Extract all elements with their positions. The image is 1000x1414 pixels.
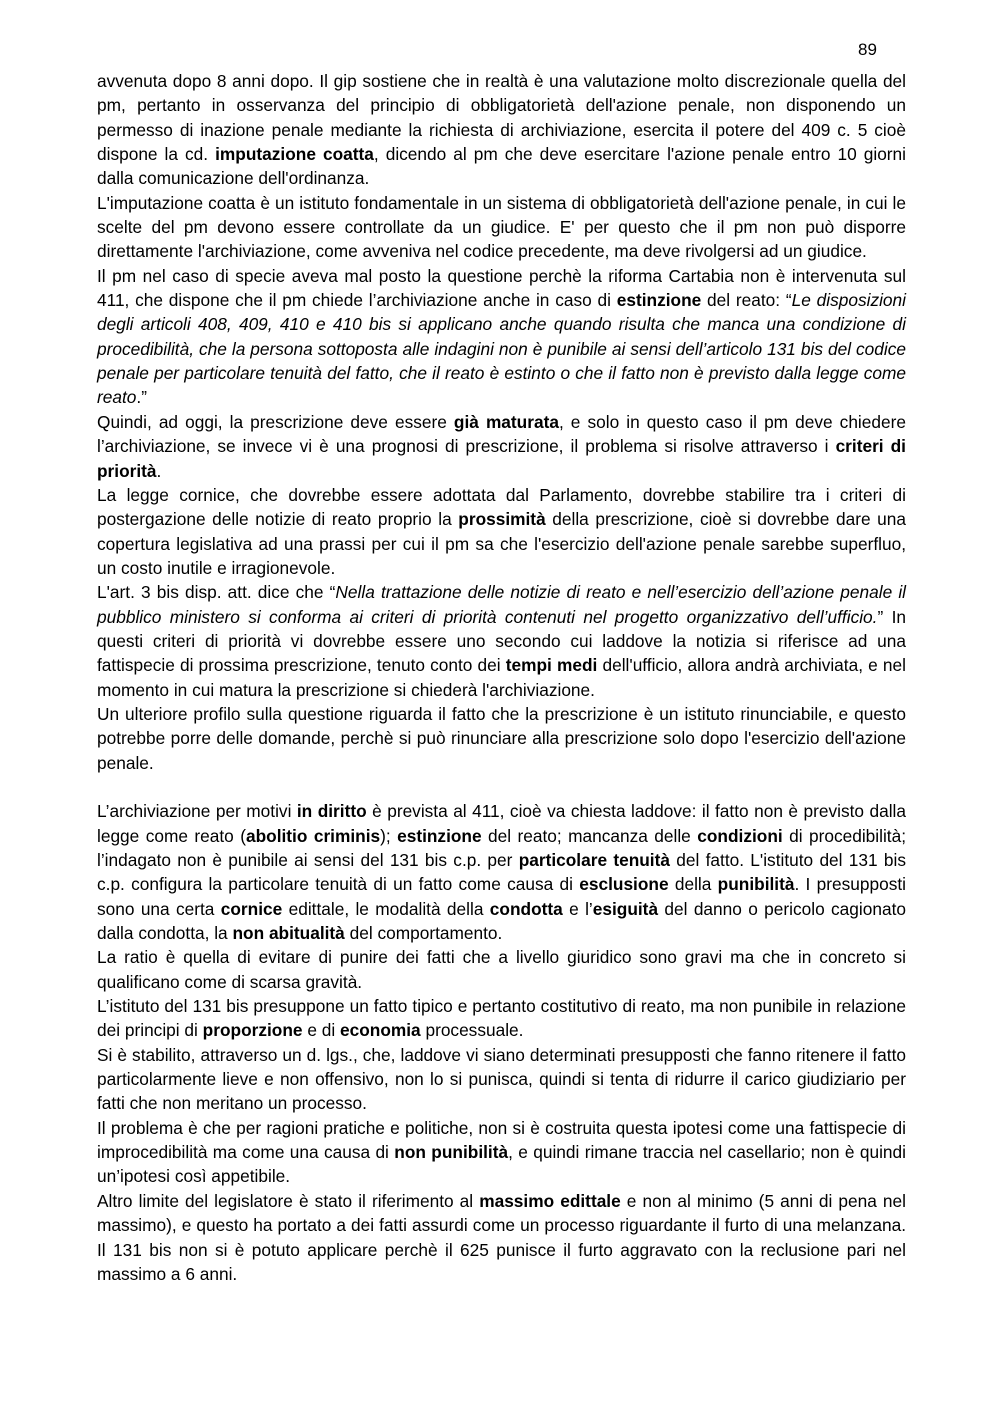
bold-term: tempi medi bbox=[505, 655, 598, 676]
bold-term: prossimità bbox=[458, 509, 546, 530]
text-run: , e quindi rimane traccia nel casellario; non è quindi un’ipotesi così appetibile. bbox=[97, 1142, 906, 1187]
text-run: del fatto. L'istituto del 131 bis c.p. configura la particolare tenuità di un fatto come causa di bbox=[97, 850, 906, 895]
bold-term: punibilità bbox=[717, 874, 795, 895]
quoted-citation: Le disposizioni degli articoli 408, 409, 410 e 410 bis si applicano anche quando risulta che manca una condizione di procedibilità, che la persona sottoposta alle indagini non è punibile ai sensi dell’articolo 131 bis del codice penale per particolare tenuità del fatto, che il reato è estinto o che il fatto non è previsto dalla legge come reato bbox=[97, 290, 906, 408]
bold-term: condizioni bbox=[697, 825, 783, 846]
text-run: del reato: “ bbox=[701, 290, 792, 311]
bold-term: esiguità bbox=[592, 898, 659, 919]
text-run: Si è stabilito, attraverso un d. lgs., che, laddove vi siano determinati presupposti che fanno ritenere il fatto particolarmente lieve e non offensivo, non lo si punisca, quindi si tenta di ridurre il carico giudiziario per fatti che non meritano un processo. bbox=[97, 1044, 906, 1114]
paragraph bbox=[97, 1043, 906, 1116]
paragraph-spacer bbox=[97, 775, 906, 799]
bold-term: estinzione bbox=[397, 825, 482, 846]
paragraph bbox=[97, 483, 906, 580]
text-run: Altro limite del legislatore è stato il riferimento al bbox=[97, 1190, 480, 1211]
paragraph bbox=[97, 410, 906, 483]
text-run: di procedibilità; l’indagato non è punibile ai sensi del 131 bis c.p. per bbox=[97, 825, 906, 870]
text-run: ” In questi criteri di priorità vi dovrebbe essere uno secondo cui laddove la notizia si riferisce ad una fattispecie di prossima prescrizione, tenuto conto dei bbox=[97, 606, 907, 676]
paragraph bbox=[97, 1116, 906, 1189]
bold-term: massimo edittale bbox=[479, 1190, 621, 1211]
text-run: . I presupposti sono una certa bbox=[97, 874, 906, 919]
paragraph bbox=[97, 264, 906, 410]
paragraph bbox=[97, 994, 906, 1043]
bold-term: estinzione bbox=[616, 290, 702, 311]
text-run: è prevista al 411, cioè va chiesta laddove: il fatto non è previsto dalla legge come reato ( bbox=[97, 801, 906, 846]
text-run: dell'ufficio, allora andrà archiviata, e nel momento in cui matura la prescrizione si chiederà l'archiviazione. bbox=[97, 655, 906, 700]
body-text bbox=[97, 69, 906, 1286]
text-run: della bbox=[668, 874, 718, 895]
bold-term: esclusione bbox=[579, 874, 669, 895]
text-run: La legge cornice, che dovrebbe essere adottata dal Parlamento, dovrebbe stabilire tra i criteri di postergazione delle notizie di reato proprio la bbox=[97, 484, 906, 530]
text-run: della prescrizione, cioè si dovrebbe dare una copertura legislativa ad una prassi per cui il pm sa che l'esercizio dell'azione penale sarebbe superfluo, un costo inutile e irragionevole. bbox=[97, 509, 906, 578]
bold-term: in diritto bbox=[296, 801, 367, 822]
bold-term: proporzione bbox=[202, 1020, 303, 1041]
text-run: Il pm nel caso di specie aveva mal posto la questione perchè la riforma Cartabia non è intervenuta sul 411, che dispone che il pm chiede l’archiviazione anche in caso di bbox=[97, 265, 906, 311]
text-run: L'art. 3 bis disp. att. dice che “ bbox=[97, 582, 336, 603]
bold-term: particolare tenuità bbox=[518, 850, 670, 870]
text-run: e non al minimo (5 anni di pena nel massimo), e questo ha portato a dei fatti assurdi come un processo riguardante il furto di una melanzana. Il 131 bis non si è potuto applicare perchè il 625 punisce il furto aggravato con la reclusione pari nel massimo a 6 anni. bbox=[97, 1190, 906, 1284]
text-run: del danno o pericolo cagionato dalla condotta, la bbox=[97, 898, 906, 944]
text-run: , e solo in questo caso il pm deve chiedere l’archiviazione, se invece vi è una prognosi di prescrizione, il problema si risolve attraverso i bbox=[97, 411, 906, 457]
paragraph bbox=[97, 702, 906, 775]
text-run: avvenuta dopo 8 anni dopo. Il gip sostiene che in realtà è una valutazione molto discrezionale quella del pm, pertanto in osservanza del principio di obbligatorietà dell'azione penale, non disponendo un permesso di inazione penale mediante la richiesta di archiviazione, esercita il potere del 409 c. 5 cioè dispone la cd. bbox=[97, 71, 906, 165]
paragraph bbox=[97, 799, 906, 945]
bold-term: condotta bbox=[489, 898, 563, 919]
bold-term: abolitio criminis bbox=[245, 825, 381, 846]
page-number: 89 bbox=[858, 40, 877, 59]
text-run: . bbox=[156, 460, 162, 481]
paragraph bbox=[97, 1189, 906, 1286]
bold-term: non abitualità bbox=[232, 923, 345, 944]
text-run: L’istituto del 131 bis presuppone un fatto tipico e pertanto costitutivo di reato, ma non punibile in relazione dei principi di bbox=[97, 996, 906, 1041]
text-run: Quindi, ad oggi, la prescrizione deve essere bbox=[97, 411, 454, 432]
bold-term: criteri di priorità bbox=[97, 436, 906, 481]
text-run: L'imputazione coatta è un istituto fondamentale in un sistema di obbligatorietà dell'azione penale, in cui le scelte del pm devono essere controllate da un giudice. E' per questo che il pm non può disporre direttamente l'archiviazione, come avveniva nel codice precedente, ma deve rivolgersi ad un giudice. bbox=[97, 192, 906, 262]
text-run: del reato; mancanza delle bbox=[481, 825, 698, 846]
paragraph bbox=[97, 580, 906, 702]
text-run: del comportamento. bbox=[344, 923, 503, 944]
text-run: La ratio è quella di evitare di punire dei fatti che a livello giuridico sono gravi ma che in concreto si qualificano come di scarsa gravità. bbox=[97, 947, 906, 992]
paragraph bbox=[97, 191, 906, 264]
bold-term: economia bbox=[339, 1020, 421, 1041]
paragraph bbox=[97, 69, 906, 191]
text-run: , dicendo al pm che deve esercitare l'azione penale entro 10 giorni dalla comunicazione dell'ordinanza. bbox=[97, 144, 907, 189]
text-run: L’archiviazione per motivi bbox=[97, 801, 297, 822]
text-run: .” bbox=[136, 387, 147, 408]
text-run: e di bbox=[302, 1020, 340, 1041]
text-run: Un ulteriore profilo sulla questione riguarda il fatto che la prescrizione è un istituto rinunciabile, e questo potrebbe porre delle domande, perchè si può rinunciare alla prescrizione solo dopo l'esercizio dell'azione penale. bbox=[97, 703, 906, 773]
text-run: e l’ bbox=[562, 898, 593, 919]
text-run: ); bbox=[380, 825, 398, 846]
text-run: processuale. bbox=[420, 1020, 524, 1041]
text-run: edittale, le modalità della bbox=[282, 898, 490, 919]
paragraph bbox=[97, 945, 906, 994]
quoted-citation: Nella trattazione delle notizie di reato e nell’esercizio dell’azione penale il pubblico ministero si conforma ai criteri di priorità contenuti nel progetto organizzativo dell’ufficio. bbox=[97, 582, 907, 627]
bold-term: imputazione coatta bbox=[215, 144, 374, 165]
bold-term: non punibilità bbox=[394, 1142, 509, 1163]
bold-term: cornice bbox=[220, 898, 283, 919]
bold-term: già maturata bbox=[453, 411, 559, 432]
text-run: Il problema è che per ragioni pratiche e politiche, non si è costruita questa ipotesi come una fattispecie di improcedibilità ma come una causa di bbox=[97, 1117, 906, 1163]
